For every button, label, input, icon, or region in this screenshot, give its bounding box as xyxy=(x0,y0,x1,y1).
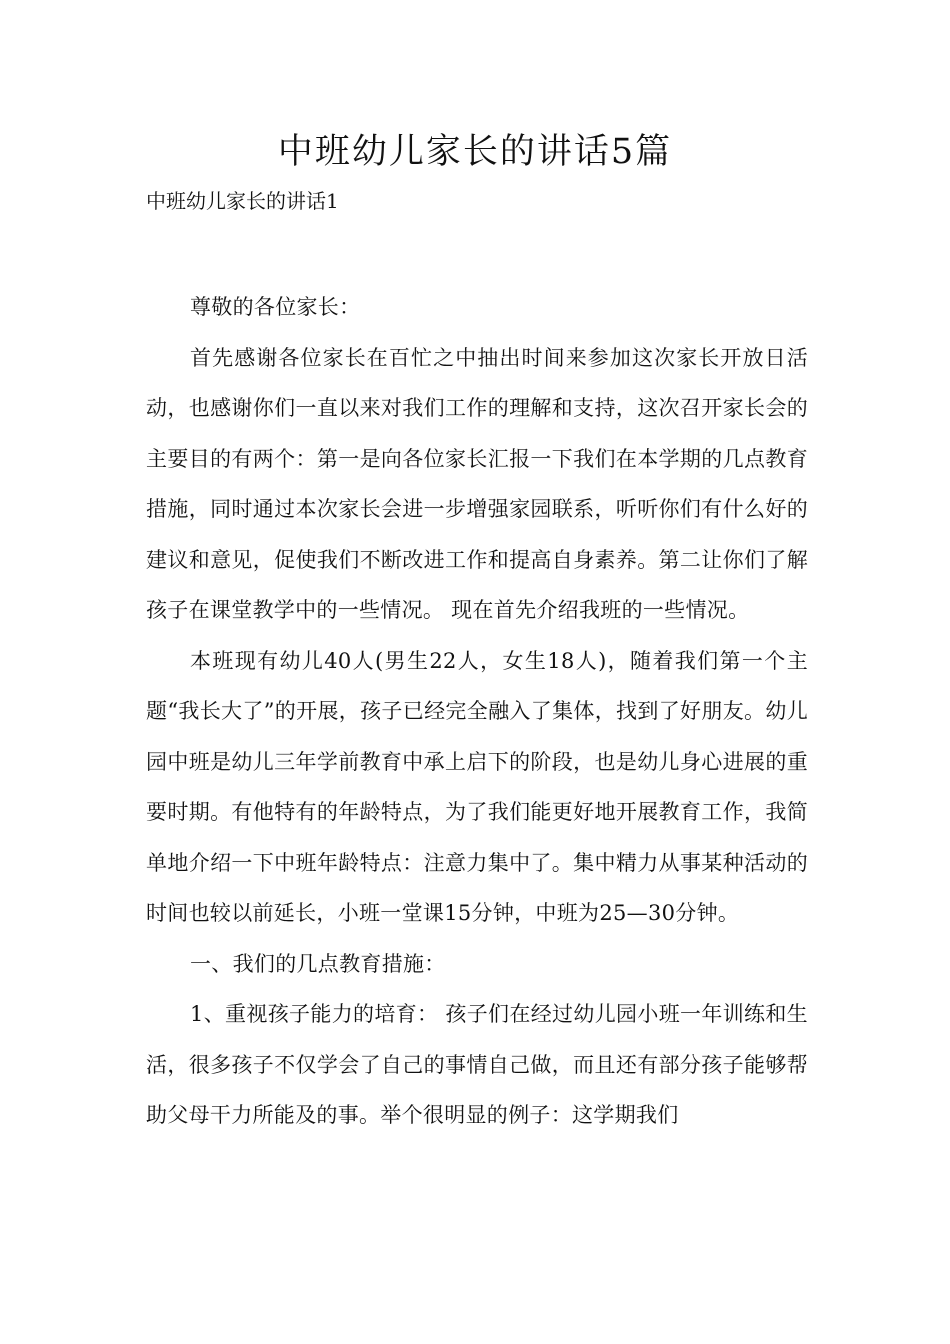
document-title: 中班幼儿家长的讲话5篇 xyxy=(277,132,673,172)
section-heading: 一、我们的几点教育措施： xyxy=(190,951,446,976)
salutation-paragraph: 尊敬的各位家长： xyxy=(190,295,361,319)
document-subtitle: 中班幼儿家长的讲话1 xyxy=(146,189,339,213)
measure-paragraph: 1、重视孩子能力的培育： 孩子们在经过幼儿园小班一年训练和生活，很多孩子不仅学会了自己的事情自己做，而且还有部分孩子能够帮助父母干力所能及的事。举个很明显的例子：这学期我们 xyxy=(146,1002,808,1127)
intro-paragraph: 首先感谢各位家长在百忙之中抽出时间来参加这次家长开放日活动，也感谢你们一直以来对我们工作的理解和支持，这次召开家长会的主要目的有两个：第一是向各位家长汇报一下我们在本学期的几点教育措施，同时通过本次家长会进一步增强家园联系，听听你们有什么好的建议和意见，促使我们不断改进工作和提高自身素养。第二让你们了解孩子在课堂教学中的一些情况。 现在首先介绍我班的一些情况。 xyxy=(146,345,808,622)
document-body xyxy=(146,282,808,1141)
class-info-paragraph: 本班现有幼儿40人(男生22人，女生18人)，随着我们第一个主题“我长大了”的开展，孩子已经完全融入了集体，找到了好朋友。幼儿园中班是幼儿三年学前教育中承上启下的阶段，也是幼儿身心进展的重要时期。有他特有的年龄特点，为了我们能更好地开展教育工作，我简单地介绍一下中班年龄特点：注意力集中了。集中精力从事某种活动的时间也较以前延长，小班一堂课15分钟，中班为25—30分钟。 xyxy=(146,648,808,925)
